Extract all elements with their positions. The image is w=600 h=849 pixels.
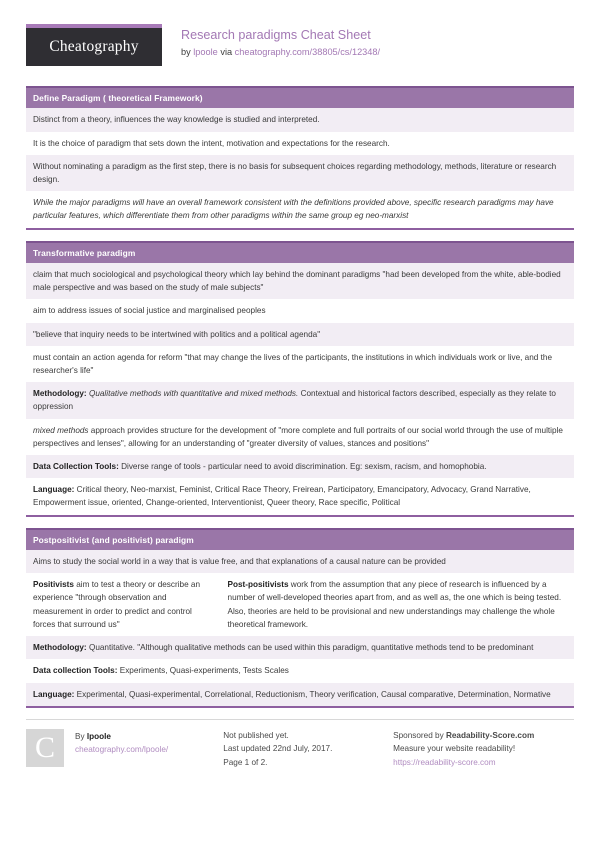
byline (181, 45, 574, 59)
sections-container (26, 86, 574, 708)
row-label: Post-positivists (227, 580, 289, 590)
cheatography-logo-text: Cheatography (49, 38, 139, 56)
row-text: aim to address issues of social justice and marginalised peoples (33, 306, 266, 316)
content-row (26, 382, 574, 418)
row-text: Contextual and historical factors described, especially as they relate to oppression (33, 389, 556, 412)
row-text: Without nominating a paradigm as the first step, there is no basis for subsequent choices regarding methodology, methods, literature or research design. (33, 161, 557, 185)
row-label: Language: (33, 689, 75, 699)
footer-publish-status: Not published yet. (223, 730, 289, 740)
content-row (26, 346, 574, 382)
content-row (26, 132, 574, 155)
cheatsheet-section (26, 86, 574, 230)
row-text: Aims to study the social world in a way that is value free, and that explanations of a causal nature can be provided (33, 557, 446, 567)
footer-sponsor-name[interactable]: Readability-Score.com (445, 730, 535, 740)
row-text: Experiments, Quasi-experiments, Tests Scales (117, 666, 289, 676)
row-text: Experimental, Quasi-experimental, Correlational, Reductionism, Theory verification, Causal comparative, Determination, Normative (74, 689, 551, 699)
row-text: Distinct from a theory, influences the way knowledge is studied and interpreted. (33, 115, 320, 125)
row-text: Quantitative. "Although qualitative methods can be used within this paradigm, quantitative methods tend to be predominant (86, 643, 534, 653)
page-title: Research paradigms Cheat Sheet (181, 28, 371, 42)
row-label: Data collection Tools: (33, 666, 118, 676)
row-label: Data Collection Tools: (33, 462, 119, 472)
content-row (26, 263, 574, 299)
row-text: It is the choice of paradigm that sets down the intent, motivation and expectations for the research. (33, 138, 390, 148)
footer-last-updated: Last updated 22nd July, 2017. (223, 744, 333, 754)
content-row (26, 299, 574, 322)
row-text: "believe that inquiry needs to be intertwined with politics and a political agenda" (33, 329, 321, 339)
content-row (26, 683, 574, 706)
footer-profile-link[interactable]: cheatography.com/lpoole/ (75, 745, 169, 755)
cheatography-logo[interactable] (26, 24, 162, 66)
row-cell-left (26, 573, 221, 636)
content-row (26, 419, 574, 455)
content-row (26, 478, 574, 514)
content-row (26, 636, 574, 659)
row-text: must contain an action agenda for reform "that may change the lives of the participants, the institutions in which individuals work or live, and the researcher's life" (33, 352, 552, 376)
byline-by-label: by (181, 47, 194, 57)
row-emphasis: Qualitative methods with quantitative and mixed methods. (88, 389, 299, 399)
row-text: Diverse range of tools - particular need to avoid discrimination. Eg: sexism, racism, and homophobia. (118, 462, 487, 472)
cheatsheet-section (26, 241, 574, 517)
footer-sponsor-column (393, 729, 574, 769)
two-column-row (26, 573, 574, 636)
row-text: work from the assumption that any piece of research is influenced by a number of well-developed theories apart from, and as well as, the one which is being tested. Also, theories are held to be provisional and new understandings may challenge the whole theoretical framework. (227, 580, 562, 629)
footer-sponsor-prefix: Sponsored by (393, 730, 446, 740)
content-row (26, 108, 574, 131)
row-emphasis: While the major paradigms will have an overall framework consistent with the definitions provided above, specific research paradigms may have particular features, which differentiate them from other paradigms within the same group eg neo-marxist (33, 198, 554, 221)
row-text: Critical theory, Neo-marxist, Feminist, Critical Race Theory, Freirean, Participatory, Emancipatory, Advocacy, Grand Narrative, Empowerment issue, oriented, Change-oriented, Interventionist, Queer theory, Race specific, Political (33, 485, 531, 508)
row-text: aim to test a theory or describe an experience "through observation and measurement in order to predict and control forces that surround us" (33, 580, 201, 629)
content-row (26, 455, 574, 478)
row-label: Methodology: (33, 643, 87, 653)
content-row (26, 191, 574, 227)
row-text: approach provides structure for the development of "more complete and full portraits of our social world through the use of multiple perspectives and lenses", allowing for an understanding of "greater diversity of values, stances and positions" (33, 425, 563, 448)
footer-sponsor-tagline: Measure your website readability! (393, 744, 516, 754)
content-row (26, 659, 574, 682)
footer-author-meta (75, 729, 168, 769)
content-row (26, 323, 574, 346)
footer-sponsor-line (393, 729, 574, 742)
section-title: Postpositivist (and positivist) paradigm (26, 528, 574, 550)
row-label: Language: (33, 485, 75, 495)
page-footer (26, 719, 574, 769)
footer-author-line (75, 730, 168, 743)
row-label: Positivists (33, 580, 74, 590)
cheatsheet-section (26, 528, 574, 708)
footer-author-column (26, 729, 223, 769)
footer-by-prefix: By (75, 731, 87, 741)
footer-publish-column (223, 729, 393, 769)
avatar: C (26, 729, 64, 767)
section-title: Define Paradigm ( theoretical Framework) (26, 86, 574, 108)
content-row (26, 550, 574, 573)
title-block (181, 24, 574, 59)
footer-author-name: lpoole (86, 731, 111, 741)
row-text: claim that much sociological and psychological theory which lay behind the dominant paradigms "had been developed from the white, able-bodied male perspective and was based on the study of male subjects" (33, 270, 561, 293)
row-label: Methodology: (33, 389, 87, 399)
section-title: Transformative paradigm (26, 241, 574, 263)
row-cell-right (221, 573, 574, 636)
masthead (26, 24, 574, 70)
content-row (26, 155, 574, 191)
footer-page-number: Page 1 of 2. (223, 757, 268, 767)
byline-author-link[interactable]: lpoole (193, 47, 218, 57)
row-emphasis: mixed methods (33, 425, 89, 435)
byline-via-label: via (217, 47, 235, 57)
footer-sponsor-link[interactable]: https://readability-score.com (393, 757, 496, 767)
byline-source-link[interactable]: cheatography.com/38805/cs/12348/ (234, 47, 381, 57)
